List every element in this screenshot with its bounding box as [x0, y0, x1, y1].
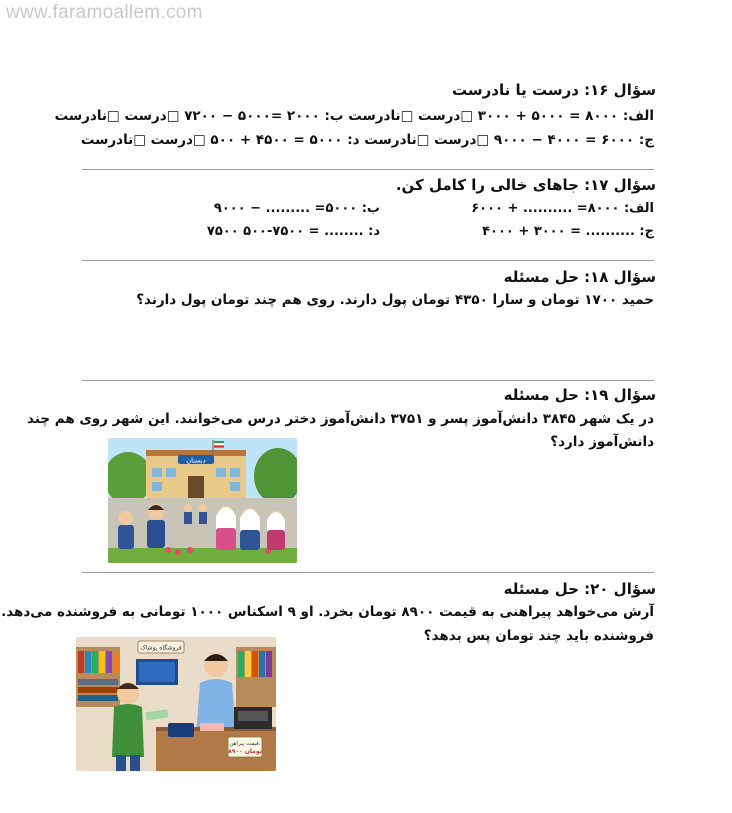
question-17-item-d: د: ........ = ۷۵۰۰-۵۰۰ ۷۵۰۰: [206, 224, 380, 239]
question-18-text: حمید ۱۷۰۰ تومان و سارا ۴۳۵۰ تومان پول دارند. روی هم چند تومان پول دارند؟: [136, 292, 654, 308]
watermark: www.faramoallem.com: [6, 2, 203, 23]
school-yard-illustration: [108, 438, 297, 563]
question-20-text-line-2: فروشنده باید چند تومان پس بدهد؟: [423, 628, 654, 644]
clothing-shop-illustration: [76, 637, 276, 771]
question-20-title: سؤال ۲۰: حل مسئله: [503, 580, 656, 598]
shop-sign-text: فروشگاه پوشاک: [140, 644, 182, 652]
question-17-item-a: الف: ۸۰۰۰= .......... + ۶۰۰۰: [471, 201, 654, 216]
school-sign-text: دبستان: [186, 456, 206, 465]
question-16-row-1: الف: ۸۰۰۰ = ۵۰۰۰ + ۳۰۰۰ □درست □نادرست ب: ۲۰۰۰ =۵۰۰۰ − ۷۲۰۰ □درست □نادرست: [54, 108, 654, 124]
price-tag-line-1: قیمت پیراهن:: [229, 741, 261, 747]
divider: [82, 169, 654, 170]
divider: [82, 260, 654, 261]
question-16-row-2: ج: ۶۰۰۰ = ۴۰۰۰ − ۹۰۰۰ □درست □نادرست د: ۵۰۰۰ = ۴۵۰۰ + ۵۰۰ □درست □نادرست: [80, 132, 654, 148]
question-18-title: سؤال ۱۸: حل مسئله: [503, 268, 656, 286]
price-tag-line-2: ۸۹۰۰ تومان: [228, 748, 262, 755]
question-16-title: سؤال ۱۶: درست یا نادرست: [452, 81, 656, 99]
question-19-text-line-1: در یک شهر ۳۸۴۵ دانش‌آموز پسر و ۳۷۵۱ دانش‌آموز دختر درس می‌خوانند. این شهر روی هم چند: [27, 411, 654, 427]
question-19-text-line-2: دانش‌آموز دارد؟: [550, 434, 654, 450]
question-17-title: سؤال ۱۷: جاهای خالی را کامل کن.: [395, 176, 656, 194]
divider: [82, 380, 654, 381]
divider: [82, 572, 654, 573]
question-17-item-b: ب: ۵۰۰۰= ......... − ۹۰۰۰: [213, 201, 380, 216]
question-19-title: سؤال ۱۹: حل مسئله: [503, 386, 656, 404]
question-17-item-c: ج: .......... = ۳۰۰۰ + ۴۰۰۰: [482, 224, 654, 239]
question-20-text-line-1: آرش می‌خواهد پیراهنی به قیمت ۸۹۰۰ تومان بخرد. او ۹ اسکناس ۱۰۰۰ تومانی به فروشنده می‌دهد.: [1, 604, 654, 620]
